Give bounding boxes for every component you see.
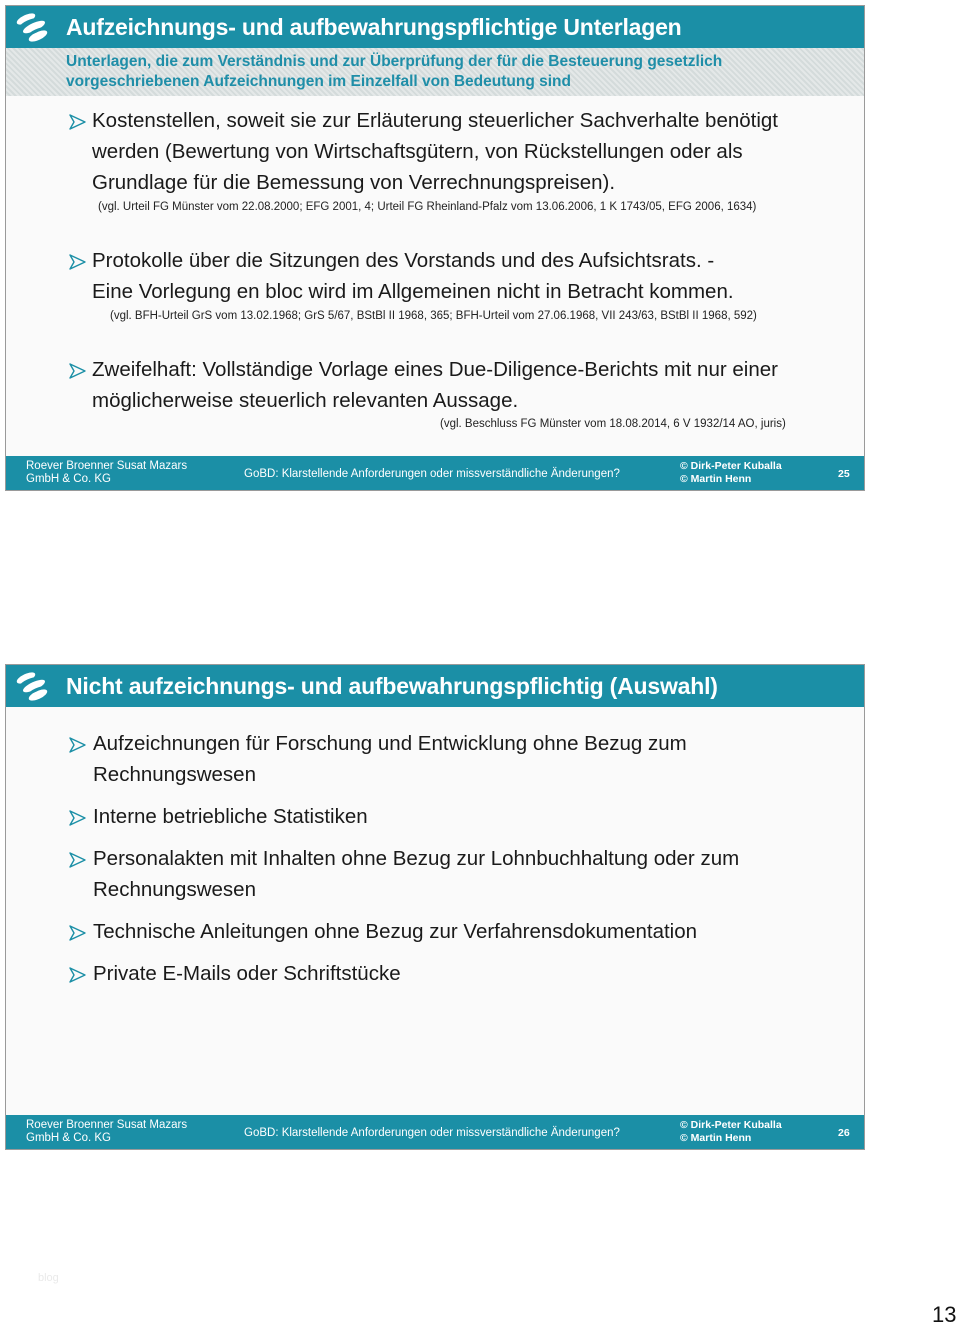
arrowhead-bullet-icon	[68, 851, 88, 869]
arrowhead-bullet-icon	[68, 809, 88, 827]
bullet-3-line-1: Personalakten mit Inhalten ohne Bezug zur Lohnbuchhaltung oder zum	[93, 847, 740, 870]
arrowhead-bullet-icon	[68, 362, 88, 380]
footer-company-line-2: GmbH & Co. KG	[26, 1132, 111, 1144]
arrowhead-bullet-icon	[68, 924, 88, 942]
bullet-1-line-1: Kostenstellen, soweit sie zur Erläuterung steuerlicher Sachverhalte benötigt	[92, 109, 778, 132]
bullet-3-line-2: Rechnungswesen	[93, 878, 256, 901]
bullet-2-line-1: Protokolle über die Sitzungen des Vorstands und des Aufsichtsrats. -	[92, 249, 715, 272]
bullet-1-reference: (vgl. Urteil FG Münster vom 22.08.2000; EFG 2001, 4; Urteil FG Rheinland-Pfalz vom 13.06.2006, 1 K 1743/05, EFG 2006, 1634)	[98, 201, 757, 213]
company-logo-icon	[14, 669, 50, 703]
footer-author-1: © Dirk-Peter Kuballa	[680, 460, 782, 472]
page-number: 13	[932, 1302, 957, 1327]
footer-author-2: © Martin Henn	[680, 473, 752, 485]
title-bar	[6, 665, 864, 707]
footer-slide-number: 26	[838, 1127, 850, 1139]
bullet-3-reference: (vgl. Beschluss FG Münster vom 18.08.2014, 6 V 1932/14 AO, juris)	[440, 418, 786, 430]
bullet-5-line-1: Private E-Mails oder Schriftstücke	[93, 962, 401, 985]
bullet-4-line-1: Technische Anleitungen ohne Bezug zur Verfahrensdokumentation	[93, 920, 698, 943]
watermark: blog	[38, 1272, 59, 1284]
arrowhead-bullet-icon	[68, 736, 88, 754]
subtitle-band	[6, 48, 864, 96]
slide-title: Nicht aufzeichnungs- und aufbewahrungspflichtig (Auswahl)	[66, 673, 718, 699]
footer-company-line-2: GmbH & Co. KG	[26, 473, 111, 485]
footer-company-line-1: Roever Broenner Susat Mazars	[26, 1119, 188, 1131]
bullet-1-line-1: Aufzeichnungen für Forschung und Entwicklung ohne Bezug zum	[93, 732, 687, 755]
footer-company-line-1: Roever Broenner Susat Mazars	[26, 460, 188, 472]
slide-25	[5, 5, 865, 491]
title-bar	[6, 6, 864, 48]
company-logo-icon	[14, 10, 50, 44]
bullet-2-line-1: Interne betriebliche Statistiken	[93, 805, 368, 828]
footer-presentation-title: GoBD: Klarstellende Anforderungen oder missverständliche Änderungen?	[244, 1127, 620, 1139]
footer-author-2: © Martin Henn	[680, 1132, 752, 1144]
bullet-3-line-1: Zweifelhaft: Vollständige Vorlage eines Due-Diligence-Berichts mit nur einer	[92, 358, 778, 381]
bullet-1-line-2: werden (Bewertung von Wirtschaftsgütern, von Rückstellungen oder als	[92, 140, 743, 163]
footer-author-1: © Dirk-Peter Kuballa	[680, 1119, 782, 1131]
subtitle-line-2: vorgeschriebenen Aufzeichnungen im Einzelfall von Bedeutung sind	[66, 73, 571, 90]
arrowhead-bullet-icon	[68, 966, 88, 984]
slide-footer	[6, 1115, 864, 1149]
slide-title: Aufzeichnungs- und aufbewahrungspflichtige Unterlagen	[66, 14, 682, 40]
footer-slide-number: 25	[838, 468, 850, 480]
bullet-1-line-3: Grundlage für die Bemessung von Verrechnungspreisen).	[92, 171, 616, 194]
bullet-2-line-2: Eine Vorlegung en bloc wird im Allgemeinen nicht in Betracht kommen.	[92, 280, 734, 303]
arrowhead-bullet-icon	[68, 253, 88, 271]
subtitle-line-1: Unterlagen, die zum Verständnis und zur Überprüfung der für die Besteuerung gesetzlich	[66, 53, 723, 70]
bullet-2-reference: (vgl. BFH-Urteil GrS vom 13.02.1968; GrS 5/67, BStBl II 1968, 365; BFH-Urteil vom 27.06.1968, VII 243/63, BStBl II 1968, 592)	[110, 310, 757, 322]
bullet-1-line-2: Rechnungswesen	[93, 763, 256, 786]
bullet-3-line-2: möglicherweise steuerlich relevanten Aussage.	[92, 389, 519, 412]
slide-footer	[6, 456, 864, 490]
slide-26	[5, 664, 865, 1150]
arrowhead-bullet-icon	[68, 113, 88, 131]
footer-presentation-title: GoBD: Klarstellende Anforderungen oder missverständliche Änderungen?	[244, 468, 620, 480]
